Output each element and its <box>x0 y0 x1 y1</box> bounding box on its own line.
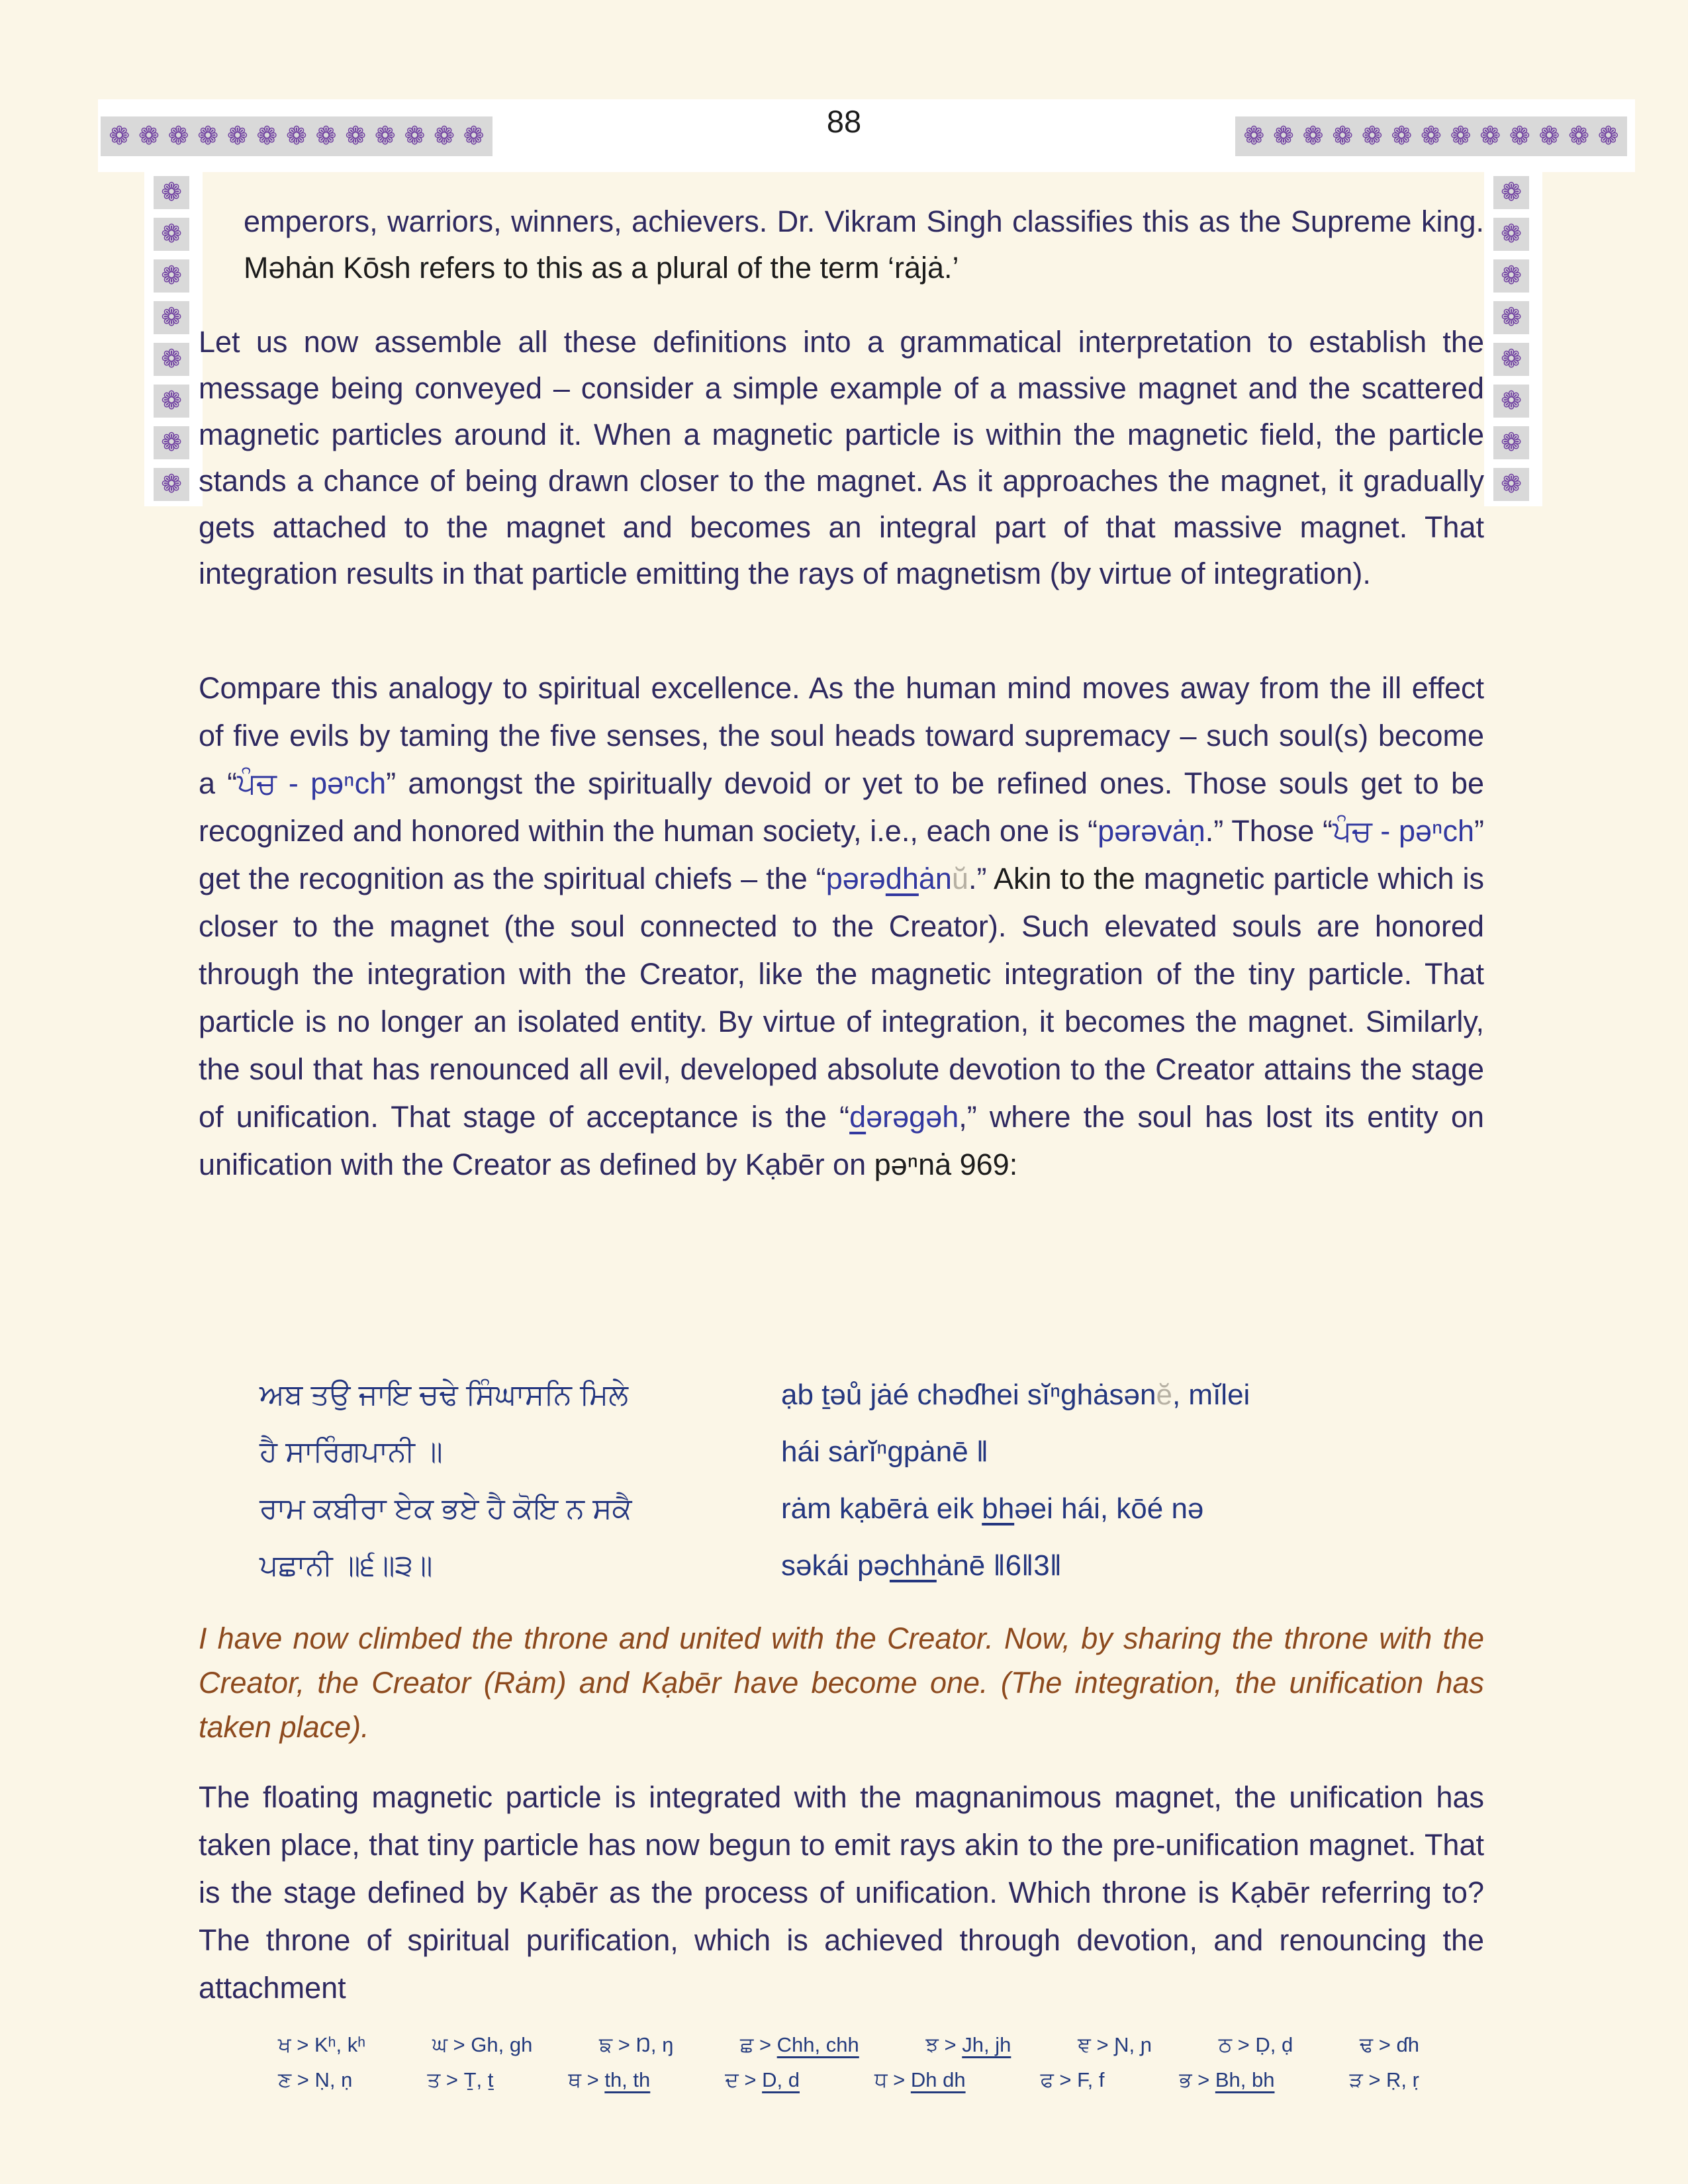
key-gurmukhi: ਦ <box>725 2068 739 2091</box>
flower-cell <box>1493 343 1529 376</box>
para3-text: .” Those “ <box>1205 814 1333 848</box>
flower-icon: ❁ <box>1501 429 1522 457</box>
key-latin: Jh, jh <box>962 2033 1011 2056</box>
key-separator: > <box>887 2068 911 2091</box>
transliteration-line <box>781 1547 1484 1584</box>
gurmukhi-line: ਹੈ ਸਾਰਿੰਗਪਾਨੀ ॥ <box>259 1435 443 1468</box>
phonetic-key-row <box>278 2068 1419 2093</box>
paradhanu-term: pərə <box>825 862 886 895</box>
flower-icon: ❁ <box>463 122 485 150</box>
flower-cell <box>1493 426 1529 459</box>
key-item <box>599 2033 673 2058</box>
paragraph-unification: The floating magnetic particle is integrated with the magnanimous magnet, the unification has taken place, that tiny particle has now begun to emit rays akin to the pre-unification magnet. That is the stage defined by Kạbēr as the process of unification. Which throne is Kạbēr referring to? The throne of spiritual purification, which is achieved through devotion, and renouncing the attachment <box>199 1780 1484 2005</box>
flower-icon: ❁ <box>1568 122 1589 150</box>
key-latin: Chh, chh <box>776 2033 859 2056</box>
paragraph-magnet-analogy: Let us now assemble all these definitions into a grammatical interpretation to establish the message being conveyed – consider a simple example of a massive magnet and the scattered magnetic particles around it. When a magnetic particle is within the magnetic field, the particle stands a chance of being drawn closer to the magnet. As it approaches the magnet, it gradually gets attached to the magnet and becomes an integral part of that massive magnet. That integration results in that particle emitting the rays of magnetism (by virtue of integration). <box>199 325 1484 590</box>
flower-icon: ❁ <box>161 262 182 290</box>
key-item <box>1078 2033 1152 2058</box>
translation-paragraph: I have now climbed the throne and united with the Creator. Now, by sharing the throne with the Creator, the Creator (Rȧm) and Kạbēr have become one. (The integration, the unification has taken place). <box>199 1621 1484 1744</box>
flower-icon: ❁ <box>434 122 455 150</box>
flower-icon: ❁ <box>1501 345 1522 373</box>
transliteration-line <box>781 1377 1484 1414</box>
para3-black-text: Akin to the <box>994 862 1135 895</box>
transliteration-line <box>781 1433 1484 1471</box>
para3-text: ” get the recognition as the spiritual chiefs – the “ <box>199 814 1484 895</box>
daragah-term: ərəgəh <box>866 1100 959 1134</box>
flower-icon: ❁ <box>167 122 189 150</box>
key-separator: > <box>938 2033 962 2056</box>
key-separator: > <box>291 2068 315 2091</box>
para1-black-text: Məhȧn Kōsh refers to this as a plural of the term ‘rȧjȧ.’ <box>244 251 959 285</box>
gurmukhi-panch-term: ਪੰਚ - pəⁿch <box>1333 814 1474 848</box>
key-gurmukhi: ਙ <box>598 2033 613 2056</box>
flower-cell <box>154 426 189 459</box>
key-gurmukhi: ਘ <box>432 2033 447 2056</box>
key-gurmukhi: ਛ <box>739 2033 754 2056</box>
para3-text: magnetic particle which is closer to the magnet (the soul connected to the Creator). Such elevated souls are honored through the integration with the Creator, like the magnetic integration of the tiny particle. That particle is no longer an isolated entity. By virtue of integration, it becomes the magnet. Similarly, the soul that has renounced all evil, developed absolute devotion to the Creator attains the stage of unification. That stage of acceptance is the “ <box>199 862 1485 1134</box>
flower-cell <box>1493 176 1529 209</box>
translit-gray: ĕ <box>1156 1379 1172 1411</box>
flower-icon: ❁ <box>1597 122 1619 150</box>
flower-icon: ❁ <box>1332 122 1354 150</box>
flower-icon: ❁ <box>1391 122 1413 150</box>
key-latin: F, f <box>1077 2068 1105 2091</box>
key-separator: > <box>1232 2033 1256 2056</box>
flower-icon: ❁ <box>1501 387 1522 415</box>
flower-cell <box>1493 218 1529 251</box>
translit-text: , mĭlei <box>1172 1379 1250 1411</box>
key-item <box>1360 2033 1419 2058</box>
key-latin: Kʰ, kʰ <box>314 2033 366 2056</box>
key-latin: ɗh <box>1396 2033 1419 2056</box>
flower-cell <box>154 468 189 501</box>
key-latin: Ṇ, ṇ <box>314 2068 353 2091</box>
key-gurmukhi: ਠ <box>1218 2033 1233 2056</box>
key-item <box>427 2068 493 2093</box>
verse-row <box>259 1433 1484 1471</box>
flower-icon: ❁ <box>1501 471 1522 498</box>
flower-icon: ❁ <box>138 122 160 150</box>
key-separator: > <box>447 2033 471 2056</box>
flower-icon: ❁ <box>1243 122 1265 150</box>
key-latin: Bh, bh <box>1215 2068 1275 2091</box>
key-latin: Gh, gh <box>471 2033 533 2056</box>
key-latin: Ŋ, ŋ <box>635 2033 674 2056</box>
key-item <box>568 2068 650 2093</box>
key-gurmukhi: ਢ <box>1359 2033 1374 2056</box>
key-separator: > <box>1192 2068 1215 2091</box>
flower-icon: ❁ <box>315 122 337 150</box>
key-separator: > <box>581 2068 605 2091</box>
flower-icon: ❁ <box>1479 122 1501 150</box>
paradhanu-term-gray: ŭ <box>951 862 968 895</box>
flower-icon: ❁ <box>1538 122 1560 150</box>
flower-cell <box>1493 259 1529 293</box>
flower-icon: ❁ <box>1450 122 1472 150</box>
para3-text: ,” where the soul has lost its entity on unification with the Creator as defined by Kạbēr on <box>199 1100 1485 1181</box>
flower-icon: ❁ <box>1361 122 1383 150</box>
translit-text: əei hái, kōé nə <box>1014 1492 1204 1525</box>
key-gurmukhi: ਫ <box>1040 2068 1054 2091</box>
flower-icon: ❁ <box>161 429 182 457</box>
key-latin: Ɲ, ɲ <box>1114 2033 1152 2056</box>
flower-icon: ❁ <box>161 220 182 248</box>
key-latin: Dh dh <box>910 2068 966 2091</box>
flower-icon: ❁ <box>256 122 278 150</box>
key-latin: th, th <box>604 2068 651 2091</box>
transliteration-line <box>781 1490 1484 1527</box>
phonetic-key-row <box>278 2033 1419 2058</box>
translit-text: səkái pə <box>781 1549 890 1582</box>
flower-cell <box>1493 385 1529 418</box>
key-separator: > <box>1373 2033 1397 2056</box>
flower-border-left <box>154 176 189 501</box>
key-latin: Ṛ, ṛ <box>1386 2068 1419 2091</box>
key-separator: > <box>1090 2033 1115 2056</box>
key-item <box>278 2068 352 2093</box>
key-gurmukhi: ੜ <box>1349 2068 1363 2091</box>
flower-icon: ❁ <box>197 122 219 150</box>
flower-icon: ❁ <box>1421 122 1442 150</box>
gurmukhi-line: ਅਬ ਤਉ ਜਾਇ ਚਢੇ ਸਿੰਘਾਸਨਿ ਮਿਲੇ <box>259 1379 628 1411</box>
para3-text: Compare this analogy to spiritual excellence. As the human mind moves away from the ill effect of five evils by taming the five senses, the soul heads toward supremacy – such soul(s) become a “ <box>199 671 1484 800</box>
flower-cell <box>1493 468 1529 501</box>
key-separator: > <box>1362 2068 1387 2091</box>
key-separator: > <box>291 2033 314 2056</box>
phonetic-key <box>278 2033 1419 2103</box>
key-gurmukhi: ਥ <box>568 2068 581 2091</box>
key-separator: > <box>738 2068 763 2091</box>
verse-row <box>259 1377 1484 1414</box>
key-item <box>740 2033 859 2058</box>
key-item <box>874 2068 966 2093</box>
gurmukhi-panch-term: ਪੰਚ - pəⁿch <box>237 766 387 800</box>
key-gurmukhi: ਝ <box>925 2033 939 2056</box>
paradhanu-term-underlined: dh <box>885 862 919 895</box>
translit-text: rȧm kạbērȧ eik <box>781 1492 982 1525</box>
key-item <box>925 2033 1011 2058</box>
key-item <box>1179 2068 1274 2093</box>
flower-cell <box>154 343 189 376</box>
flower-icon: ❁ <box>404 122 426 150</box>
gurmukhi-line: ਰਾਮ ਕਬੀਰਾ ਏਕ ਭਏ ਹੈ ਕੋਇ ਨ ਸਕੈ <box>259 1492 632 1525</box>
translit-text: ȧnē ‖6‖3‖ <box>936 1549 1062 1582</box>
flower-icon: ❁ <box>161 471 182 498</box>
flower-icon: ❁ <box>1501 304 1522 332</box>
flower-cell <box>154 218 189 251</box>
key-gurmukhi: ਧ <box>874 2068 888 2091</box>
flower-icon: ❁ <box>226 122 248 150</box>
flower-cell <box>154 385 189 418</box>
panna-reference: pəⁿnȧ 969: <box>874 1148 1018 1181</box>
flower-icon: ❁ <box>345 122 367 150</box>
paragraph-spiritual-excellence <box>199 664 1484 1189</box>
key-latin: D, d <box>762 2068 800 2091</box>
key-gurmukhi: ਣ <box>278 2068 292 2091</box>
translit-text: hái sȧrĭⁿgpȧnē ‖ <box>781 1435 989 1468</box>
key-item <box>1349 2068 1419 2093</box>
key-item <box>278 2033 365 2058</box>
flower-cell <box>154 259 189 293</box>
flower-icon: ❁ <box>1501 220 1522 248</box>
para3-text: .” <box>968 862 994 895</box>
key-gurmukhi: ਤ <box>427 2068 441 2091</box>
paravan-term: pərəvȧṇ <box>1098 814 1205 848</box>
flower-icon: ❁ <box>1501 262 1522 290</box>
flower-icon: ❁ <box>161 345 182 373</box>
key-separator: > <box>612 2033 636 2056</box>
translit-underlined: bh <box>982 1492 1015 1525</box>
flower-icon: ❁ <box>161 179 182 206</box>
flower-cell <box>154 301 189 334</box>
translit-underlined: chh <box>889 1549 937 1582</box>
verse-row <box>259 1547 1484 1584</box>
key-separator: > <box>440 2068 464 2091</box>
gurmukhi-line: ਪਛਾਨੀ ॥੬॥੩॥ <box>259 1549 433 1582</box>
flower-cell <box>1493 301 1529 334</box>
key-separator: > <box>753 2033 777 2056</box>
key-item <box>1219 2033 1293 2058</box>
flower-icon: ❁ <box>161 304 182 332</box>
flower-icon: ❁ <box>1501 179 1522 206</box>
flower-icon: ❁ <box>374 122 396 150</box>
verse-row <box>259 1490 1484 1527</box>
flower-icon: ❁ <box>109 122 130 150</box>
flower-icon: ❁ <box>1272 122 1294 150</box>
key-item <box>432 2033 532 2058</box>
paradhanu-term: ȧn <box>918 862 952 895</box>
key-latin: Ṯ, ṯ <box>463 2068 494 2091</box>
para1-navy-text: emperors, warriors, winners, achievers. Dr. Vikram Singh classifies this as the Supreme king. <box>244 205 1484 238</box>
key-item <box>1041 2068 1105 2093</box>
key-gurmukhi: ਞ <box>1078 2033 1091 2056</box>
flower-icon: ❁ <box>161 387 182 415</box>
para3-text: ” amongst the spiritually devoid or yet to be refined ones. Those souls get to be recognized and honored within the human society, i.e., each one is “ <box>199 766 1485 848</box>
translit-text: ạb ṯəů jȧé chəɗhei sĭⁿghȧsən <box>781 1379 1156 1411</box>
daragah-term-underlined: d <box>849 1100 867 1134</box>
key-item <box>725 2068 800 2093</box>
flower-border-right <box>1493 176 1529 501</box>
key-gurmukhi: ਖ <box>278 2033 291 2056</box>
page-number: 88 <box>826 104 862 139</box>
key-separator: > <box>1053 2068 1078 2091</box>
flower-cell <box>154 176 189 209</box>
flower-icon: ❁ <box>286 122 307 150</box>
flower-icon: ❁ <box>1509 122 1530 150</box>
paragraph-definitions <box>244 199 1484 291</box>
key-latin: Ḍ, ḍ <box>1255 2033 1293 2056</box>
flower-icon: ❁ <box>1302 122 1324 150</box>
key-gurmukhi: ਭ <box>1179 2068 1192 2091</box>
verse-block <box>259 1377 1484 1604</box>
